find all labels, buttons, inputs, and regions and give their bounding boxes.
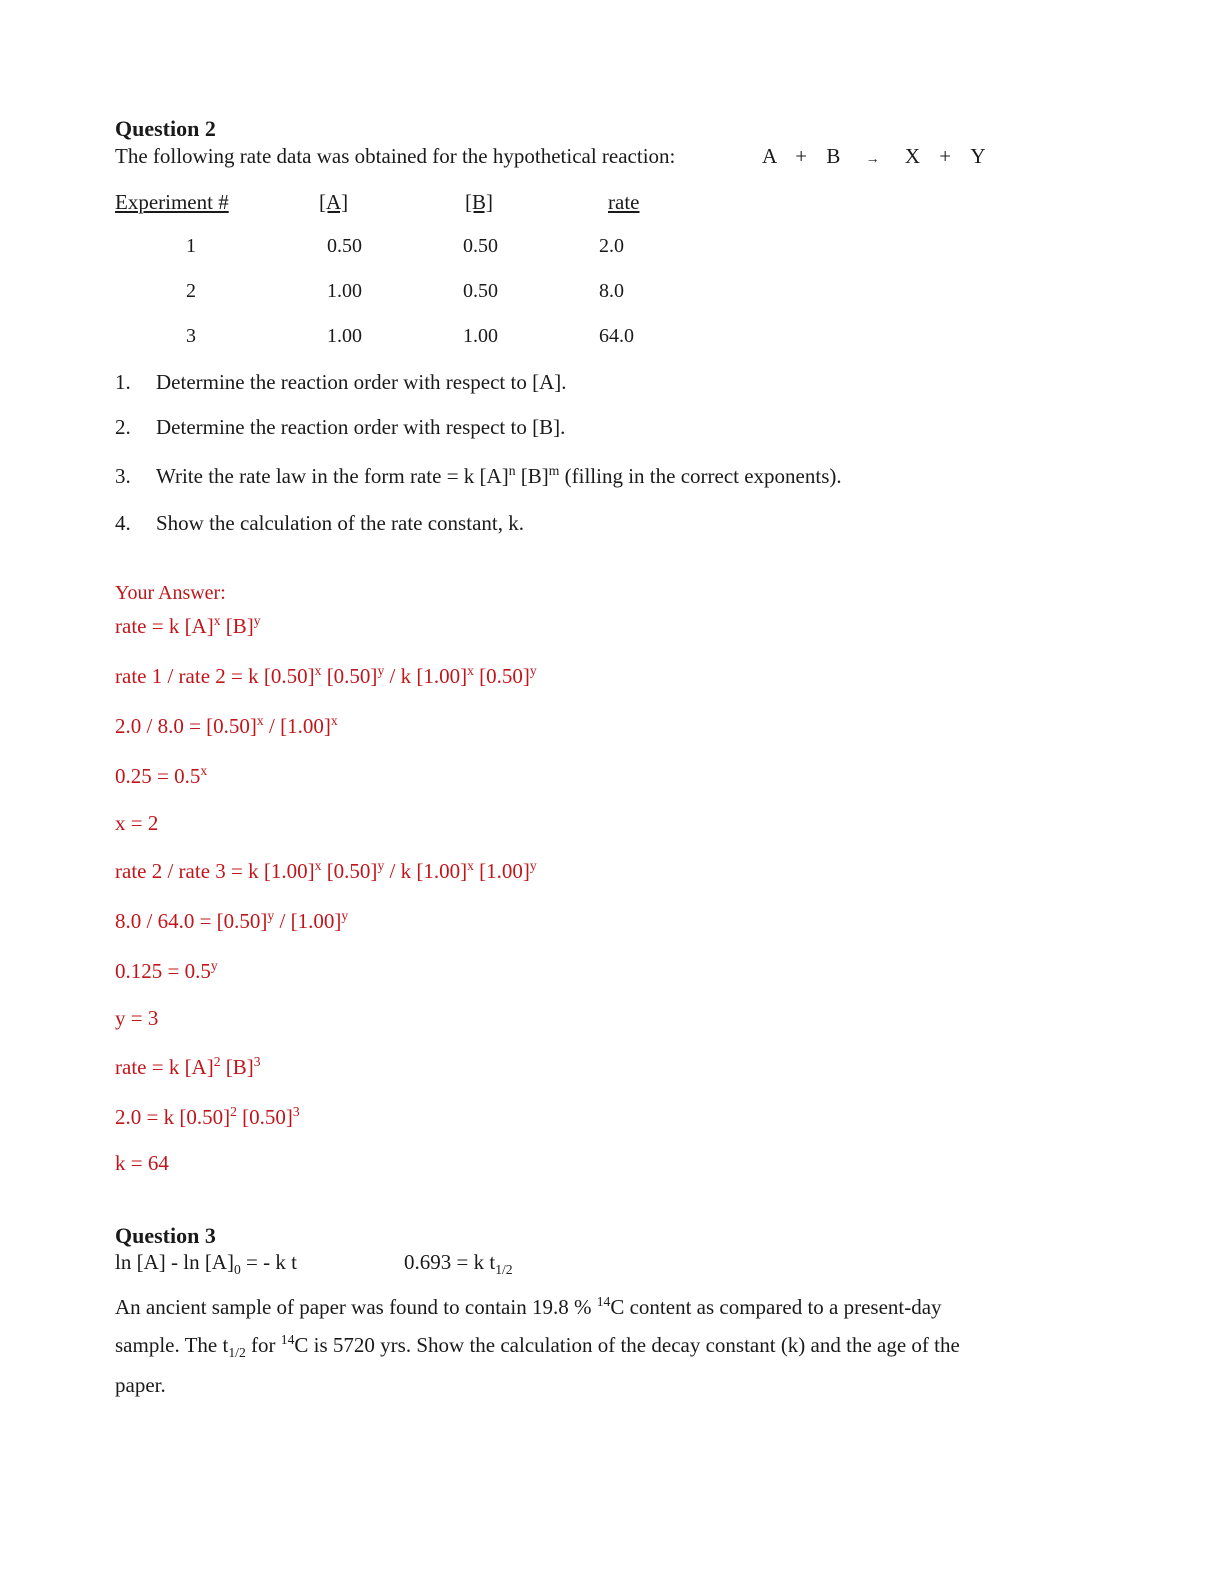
table-header-a: [A] <box>319 190 349 214</box>
answer-line: $0.125 = 0.5^y$ <box>115 958 218 983</box>
question-3-paragraph-line: An ancient sample of paper was found to contain 19.8 % $^{14}$C content as compared to a present-day <box>115 1294 942 1319</box>
answer-line: $8.0 / 64.0 = [0.50]^y / [1.00]^y$ <box>115 908 349 933</box>
answer-line: rate = k $[A]^2$ $[B]^3$ <box>115 1054 261 1079</box>
reaction-arrow-icon: → <box>865 152 880 167</box>
first-order-equation: $\ln [A] - \ln [A]_0$ = - k t <box>115 1250 297 1278</box>
table-cell: 2 <box>186 280 196 302</box>
product-y: Y <box>970 144 986 168</box>
table-header-b: [B] <box>465 190 493 214</box>
table-cell: 8.0 <box>599 280 624 302</box>
task-text: Determine the reaction order with respect to [B]. <box>156 415 566 439</box>
product-x: X <box>904 144 921 168</box>
question-3-title: Question 3 <box>115 1223 216 1248</box>
table-header-rate: rate <box>608 190 640 214</box>
table-cell: 2.0 <box>599 235 624 257</box>
table-header-experiment: Experiment # <box>115 190 229 214</box>
table-cell: 1.00 <box>463 325 498 347</box>
answer-line: k = 64 <box>115 1151 169 1175</box>
answer-line: $0.25 = 0.5^x$ <box>115 763 208 788</box>
reactant-b: B <box>826 144 841 168</box>
plus-sign: + <box>939 144 952 168</box>
answer-line: x = 2 <box>115 811 159 835</box>
question-2-title: Question 2 <box>115 116 216 141</box>
table-cell: 0.50 <box>463 280 498 302</box>
question-2-intro <box>115 144 675 169</box>
answer-line: 2.0 = k $[0.50]^2$ $[0.50]^3$ <box>115 1104 300 1129</box>
task-text: Write the rate law in the form rate = k $[A]^n$ $[B]^m$ (filling in the correct exponents). <box>156 463 842 488</box>
your-answer-label: Your Answer: <box>115 582 226 604</box>
question-3-paragraph-line: paper. <box>115 1373 166 1397</box>
table-cell: 1 <box>186 235 196 257</box>
task-text: Show the calculation of the rate constant, k. <box>156 511 524 535</box>
task-text: Determine the reaction order with respect to [A]. <box>156 370 567 394</box>
answer-line: rate 1 / rate 2 = k $[0.50]^x$ $[0.50]^y$ / k $[1.00]^x$ $[0.50]^y$ <box>115 663 537 688</box>
reactant-a: A <box>762 144 777 168</box>
intro-text: The following rate data was obtained for the hypothetical reaction: <box>115 144 676 168</box>
table-cell: 1.00 <box>327 280 362 302</box>
table-cell: 1.00 <box>327 325 362 347</box>
task-number: 2. <box>115 415 131 439</box>
question-3-paragraph-line: sample. The $t_{1/2}$ for $^{14}$C is 5720 yrs. Show the calculation of the decay constant (k) and the age of the <box>115 1332 960 1361</box>
half-life-equation: 0.693 = k $t_{1/2}$ <box>404 1250 513 1278</box>
task-number: 1. <box>115 370 131 394</box>
answer-line: rate 2 / rate 3 = k $[1.00]^x$ $[0.50]^y$ / k $[1.00]^x$ $[1.00]^y$ <box>115 858 537 883</box>
table-cell: 64.0 <box>599 325 634 347</box>
answer-line: y = 3 <box>115 1006 159 1030</box>
reaction-equation <box>762 144 986 169</box>
task-number: 3. <box>115 464 131 488</box>
answer-line: $2.0 / 8.0 = [0.50]^x / [1.00]^x$ <box>115 713 338 738</box>
table-cell: 3 <box>186 325 196 347</box>
answer-line: rate = k $[A]^x$ $[B]^y$ <box>115 613 261 638</box>
table-cell: 0.50 <box>327 235 362 257</box>
task-number: 4. <box>115 511 131 535</box>
table-cell: 0.50 <box>463 235 498 257</box>
plus-sign: + <box>795 144 808 168</box>
